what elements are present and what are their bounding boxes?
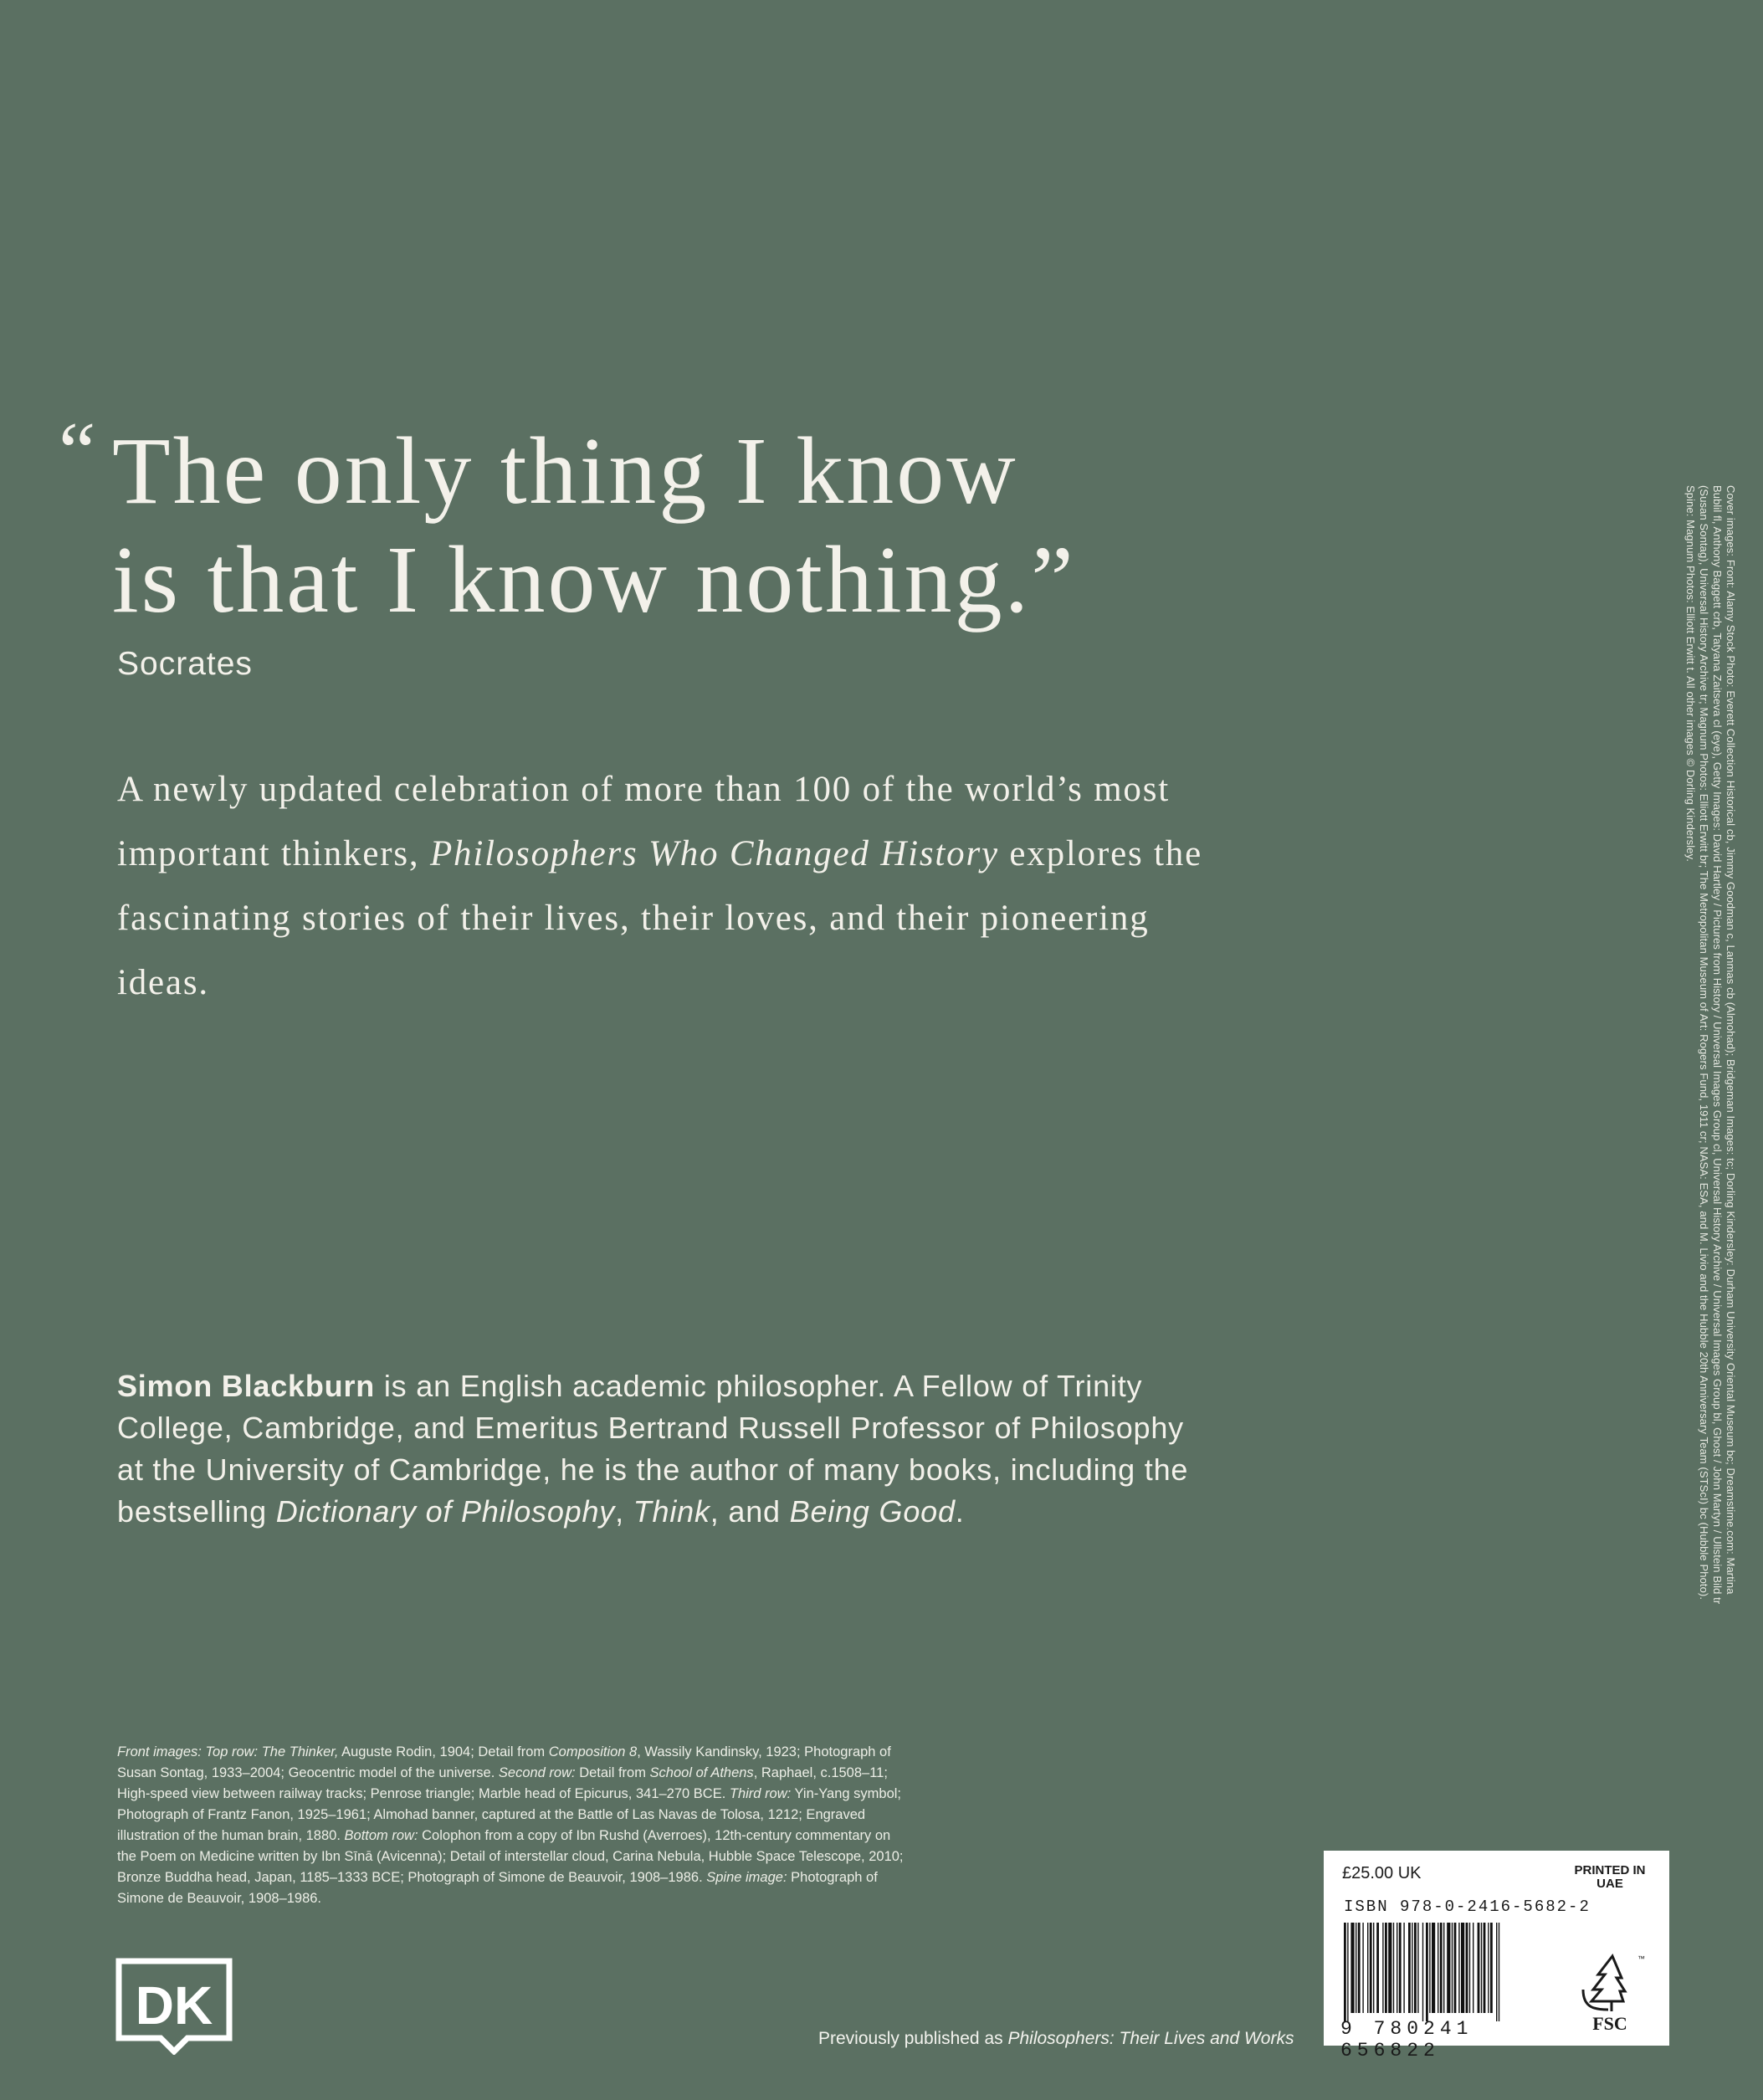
barcode-bar xyxy=(1417,1923,1418,2013)
svg-text:™: ™ xyxy=(1637,1954,1645,1963)
bio-sep-1: , xyxy=(615,1494,633,1529)
barcode-bar xyxy=(1373,1923,1374,2013)
caption-text-5: Detail from xyxy=(575,1765,650,1780)
barcode-digits: 9 780241 656822 xyxy=(1340,2018,1473,2062)
fsc-label: FSC xyxy=(1592,2013,1627,2033)
barcode-bar xyxy=(1426,1923,1428,2021)
cover-image-credits xyxy=(1684,485,1737,1615)
barcode-bar xyxy=(1408,1923,1411,2013)
opening-quote-mark: “ xyxy=(59,405,96,498)
barcode-bar xyxy=(1358,1923,1361,2013)
barcode-bar xyxy=(1469,1923,1470,2013)
barcode-bar xyxy=(1385,1923,1387,2013)
quote xyxy=(112,417,1200,634)
fsc-logo xyxy=(1575,1949,1650,2033)
barcode-bar xyxy=(1488,1923,1489,2013)
caption-text-2: Auguste Rodin, 1904; Detail from xyxy=(338,1744,549,1759)
caption-label-second-row: Second row: xyxy=(498,1765,576,1780)
fsc-tree-icon xyxy=(1591,1956,1625,2001)
caption-italic-thinker: The Thinker, xyxy=(261,1744,339,1759)
isbn-label: ISBN 978-0-2416-5682-2 xyxy=(1344,1898,1591,1916)
barcode-bar xyxy=(1478,1923,1480,2013)
caption-text-10: Photograph of Simone de Beauvoir, 1908–1986. xyxy=(117,1870,878,1906)
barcode-bar xyxy=(1466,1923,1468,2013)
barcode-bar xyxy=(1490,1923,1493,2013)
caption-label-bottom-row: Bottom row: xyxy=(344,1828,418,1843)
barcode-bar xyxy=(1432,1923,1435,2013)
blurb-text-end: explores the fascinating stories of their lives, their loves, and their pioneering ideas. xyxy=(117,834,1202,1002)
barcode-panel xyxy=(1324,1851,1669,2062)
barcode-bar xyxy=(1458,1923,1459,2013)
bio-end: . xyxy=(955,1494,965,1529)
barcode xyxy=(1342,1923,1558,2021)
barcode-bar xyxy=(1443,1923,1444,2013)
caption-italic-composition: Composition 8 xyxy=(548,1744,638,1759)
barcode-bar xyxy=(1344,1923,1346,2021)
book-blurb xyxy=(117,757,1205,1015)
barcode-bar xyxy=(1461,1923,1464,2013)
dk-logo-text: DK xyxy=(135,1975,213,2036)
bio-book-1: Dictionary of Philosophy xyxy=(275,1494,616,1529)
author-name: Simon Blackburn xyxy=(117,1369,376,1403)
caption-label-spine: Spine image: xyxy=(706,1870,787,1885)
barcode-bar xyxy=(1388,1923,1391,2013)
quote-attribution: Socrates xyxy=(117,646,253,682)
blurb-book-title: Philosophers Who Changed History xyxy=(429,834,999,873)
barcode-bar xyxy=(1447,1923,1450,2013)
barcode-bar xyxy=(1367,1923,1368,2013)
bio-text: is an English academic philosopher. A Fellow of Trinity College, Cambridge, and Emeritus Bertrand Russell Professor of Philosophy at the University of Cambridge, he is the author of many books, including the bestselling xyxy=(117,1369,1189,1529)
barcode-bar xyxy=(1496,1923,1497,2021)
blurb-text-start: A newly updated celebration of more than 100 of the world’s most important thinkers, xyxy=(117,770,1171,873)
bio-sep-2: , and xyxy=(710,1494,790,1529)
caption-label-third-row: Third row: xyxy=(729,1786,792,1801)
dk-logo xyxy=(115,1958,233,2055)
barcode-bar xyxy=(1481,1923,1482,2013)
barcode-bar xyxy=(1347,1923,1348,2021)
barcode-bar xyxy=(1440,1923,1443,2013)
quote-line-2: is that I know nothing.” xyxy=(112,526,1076,633)
barcode-bar xyxy=(1414,1923,1417,2013)
barcode-bar xyxy=(1362,1923,1363,2013)
barcode-bar xyxy=(1429,1923,1430,2013)
front-images-captions xyxy=(117,1742,912,1909)
barcode-bar xyxy=(1393,1923,1394,2013)
barcode-bar xyxy=(1370,1923,1372,2013)
bio-book-3: Being Good xyxy=(789,1494,956,1529)
caption-text-7: , Raphael, c.1508–11; High-speed view between railway tracks; Penrose triangle; Marble head of Epicurus, 341–270 BCE. xyxy=(117,1765,888,1801)
barcode-bar xyxy=(1452,1923,1453,2013)
price: £25.00 UK xyxy=(1342,1864,1422,1882)
printed-in: PRINTED IN UAE xyxy=(1574,1863,1646,1891)
barcode-bar xyxy=(1350,1923,1354,2013)
cover-image-credits-text: Cover images: Front: Alamy Stock Photo: Everett Collection Historical cb, Jimmy Goodman c, Lanmas cb (Almohad); Bridgeman Images: tc; Dorling Kindersley: Durham University Oriental Museum bc; Dreamstime.com: Martina Bublil fl, Anthony Baggett crb, Tatyana Zaitseva cl (eye), Getty Images: David Hartley / Pictures from History / Universal Images Group cl, Universal History Archive / Universal Images Group bl, Ghost / John Martyn / Ullstein Bild tr (Susan Sontag), Universal History Archive tr; Magnum Photos: Elliott Erwitt br; The Metropolitan Museum of Art: Rogers Fund, 1911 cr; NASA: ESA, and M. Livio and the Hubble 20th Anniversary Team (STScI) bc (Hubble Photo). Spine: Magnum Photos: Elliott Erwitt t. All other images © Dorling Kindersley. xyxy=(1684,485,1737,1605)
caption-text-4: , Wassily Kandinsky, 1923; Photograph of Susan Sontag, 1933–2004; Geocentric model of the universe. xyxy=(117,1744,891,1780)
bio-book-2: Think xyxy=(633,1494,710,1529)
barcode-bar xyxy=(1403,1923,1404,2013)
caption-italic-school-of-athens: School of Athens xyxy=(649,1765,754,1780)
barcode-bar xyxy=(1422,1923,1423,2021)
previously-prefix: Previously published as xyxy=(818,2029,1008,2048)
barcode-bar xyxy=(1454,1923,1457,2013)
caption-text-8: Yin-Yang symbol; Photograph of Frantz Fanon, 1925–1961; Almohad banner, captured at the Battle of Las Navas de Tolosa, 1212; Engraved illustration of the human brain, 1880. xyxy=(117,1786,902,1843)
barcode-bar xyxy=(1376,1923,1379,2013)
quote-line-1: The only thing I know xyxy=(112,417,1018,524)
barcode-bar xyxy=(1399,1923,1402,2013)
previously-published-note xyxy=(818,2029,1294,2049)
caption-text-9: Colophon from a copy of Ibn Rushd (Averroes), 12th-century commentary on the Poem on Medicine written by Ibn Sīnā (Avicenna); Detail of interstellar cloud, Carina Nebula, Hubble Space Telescope, 2010; Bronze Buddha head, Japan, 1185–1333 BCE; Photograph of Simone de Beauvoir, 1908–1986. xyxy=(117,1828,904,1885)
author-bio xyxy=(117,1365,1205,1533)
previously-title: Philosophers: Their Lives and Works xyxy=(1007,2029,1294,2048)
barcode-bar xyxy=(1382,1923,1383,2013)
barcode-bar xyxy=(1484,1923,1486,2013)
caption-label-top-row: Front images: Top row: xyxy=(117,1744,262,1759)
